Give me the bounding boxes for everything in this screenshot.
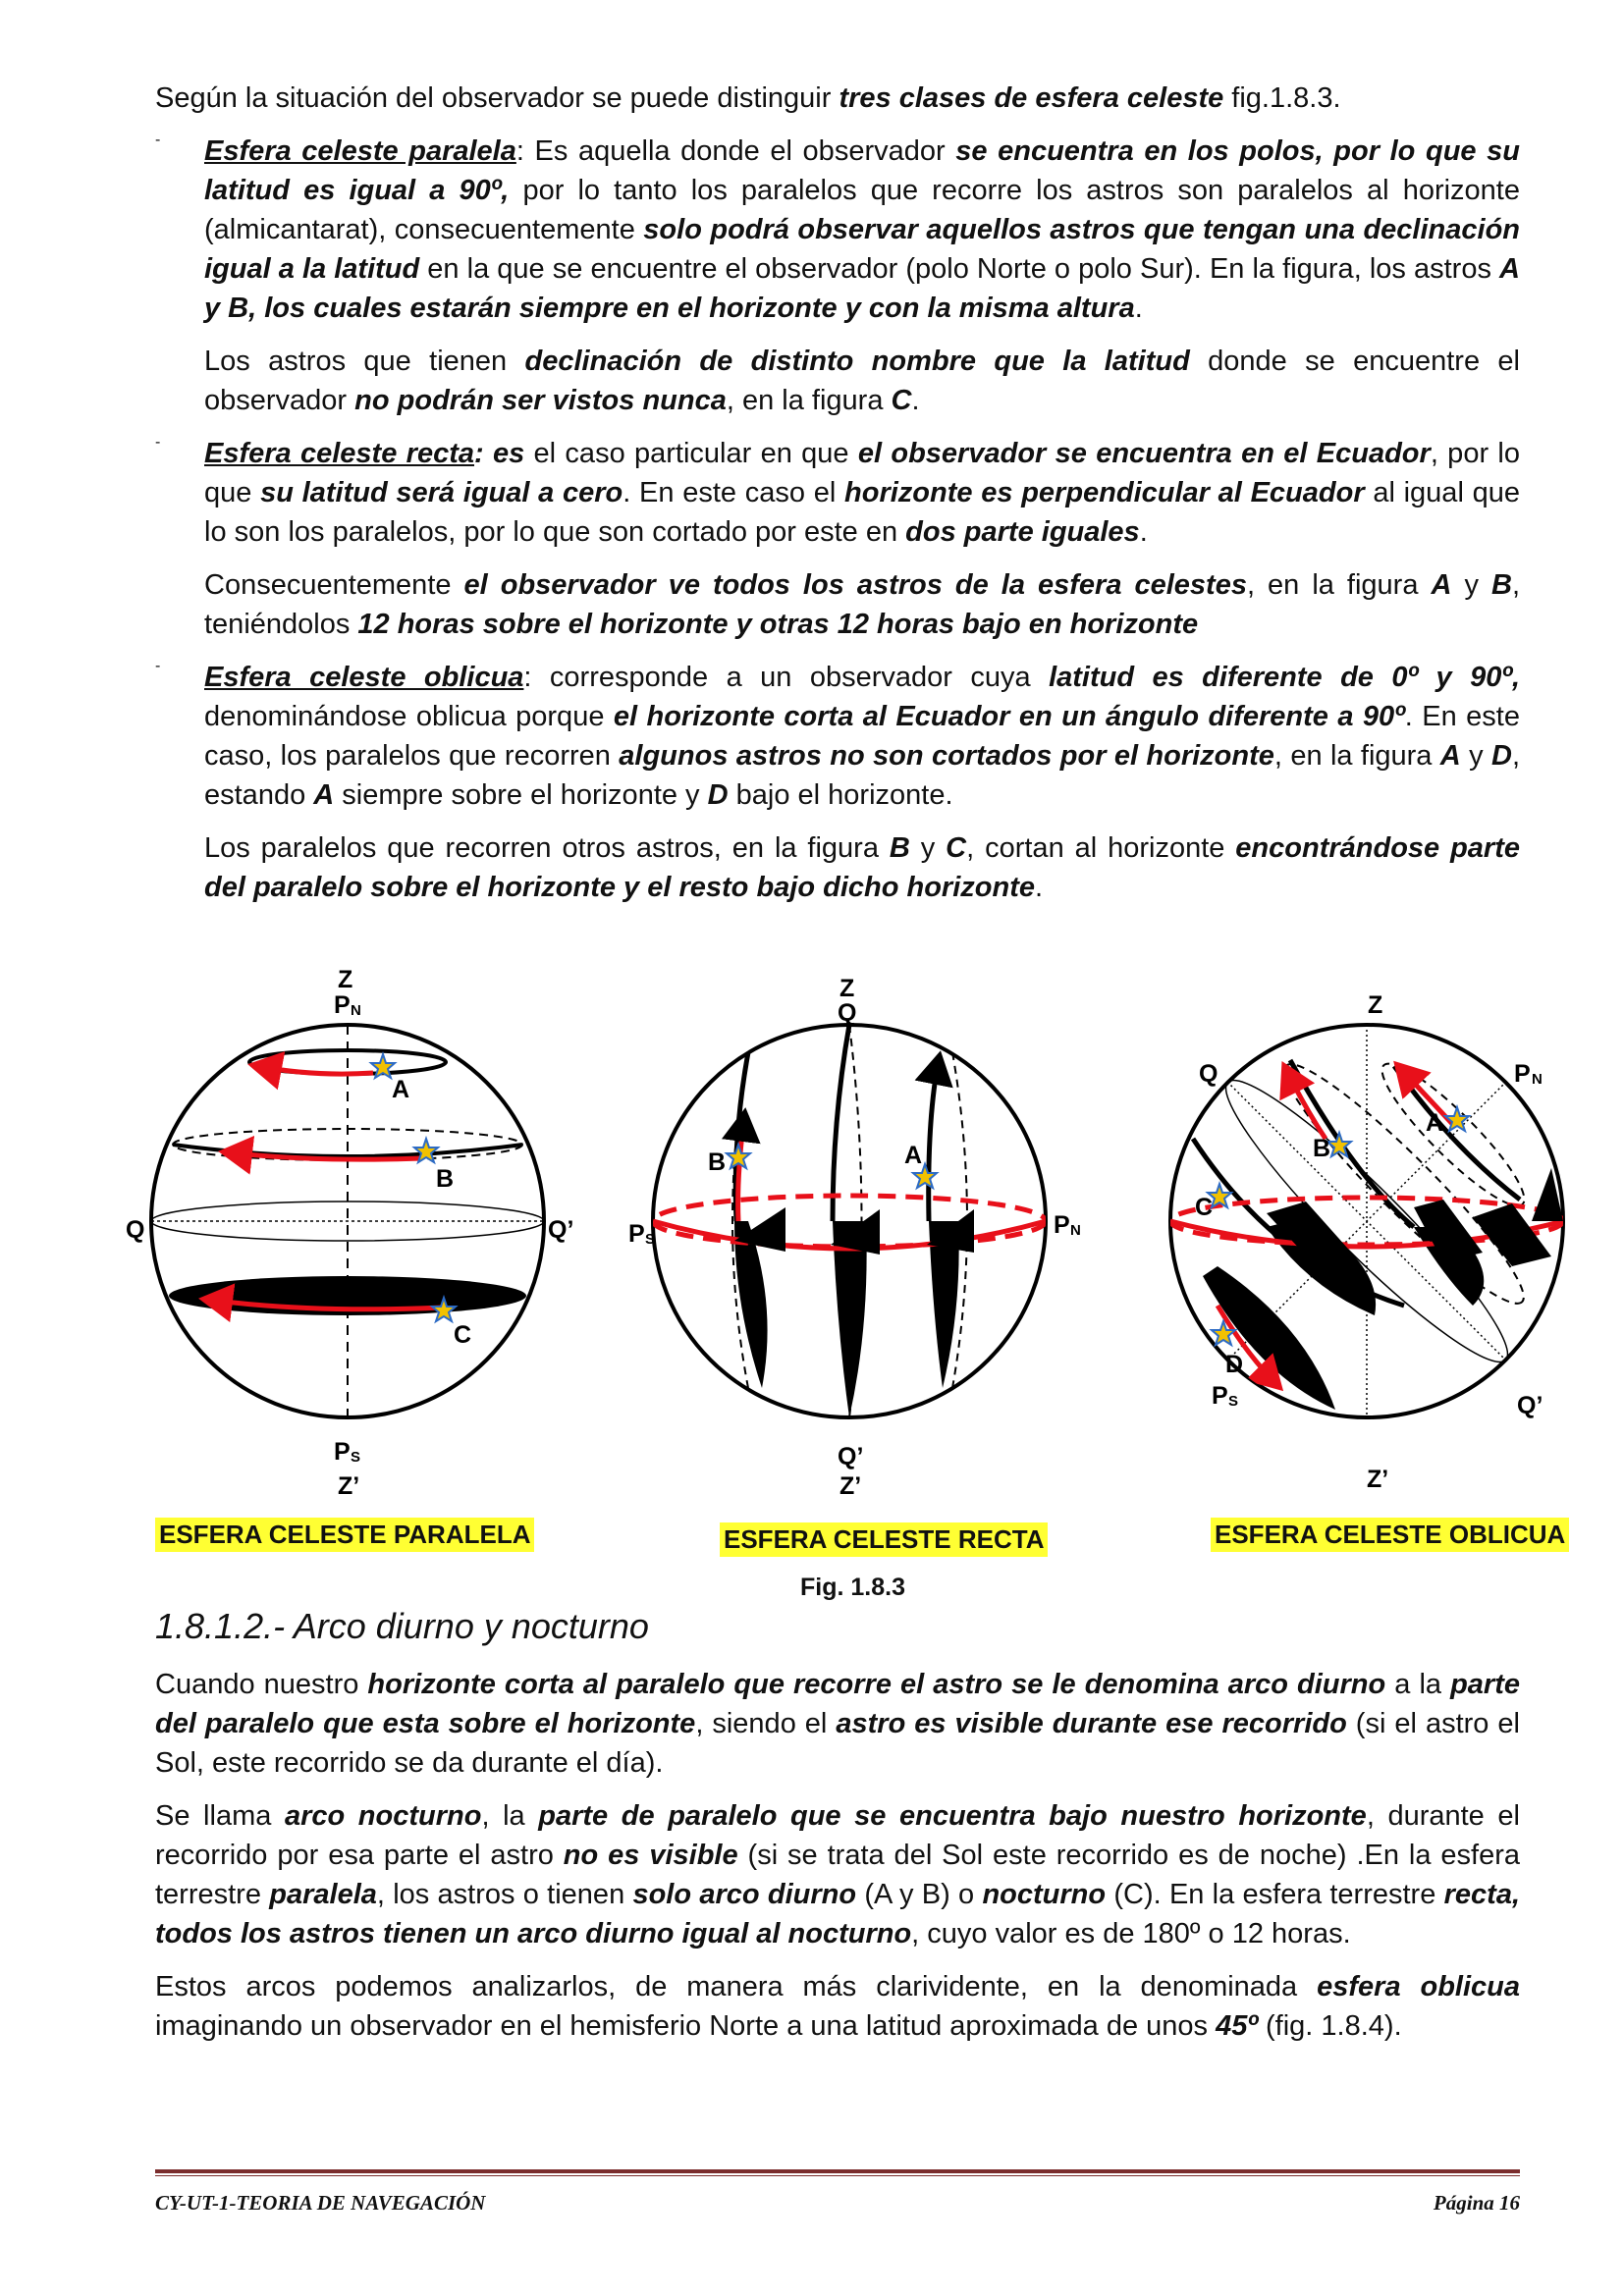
label-ps: P	[1212, 1382, 1228, 1410]
label-pn: P	[334, 991, 351, 1019]
text: siempre sobre el horizonte y	[334, 779, 708, 811]
text: (C). En la esfera terrestre	[1106, 1879, 1444, 1910]
emphasis: parte de paralelo que se encuentra bajo nuestro horizonte	[538, 1800, 1367, 1832]
emphasis: A y B, los cuales estarán siempre en el horizonte y con la misma altura	[204, 253, 1520, 324]
label-zp: Z’	[338, 1472, 360, 1500]
text: en la que se encuentre el observador (polo Norte o polo Sur). En la figura, los astros	[419, 253, 1500, 285]
path-arrow-a	[257, 1066, 373, 1074]
text: fig.1.8.3.	[1223, 82, 1341, 114]
label-ps-sub: S	[1228, 1393, 1239, 1410]
label-zp: Z’	[839, 1472, 862, 1500]
text: a la	[1385, 1669, 1451, 1700]
label-qp: Q’	[838, 1443, 864, 1470]
item-title: Esfera celeste oblicua	[204, 662, 524, 693]
section-body	[155, 1665, 1520, 2046]
parallel-a-front	[1394, 1066, 1520, 1200]
caption-oblicua: ESFERA CELESTE OBLICUA	[1211, 1518, 1569, 1552]
label-qp: Q’	[548, 1216, 574, 1244]
text: , teniéndolos	[204, 569, 1520, 640]
label-q: Q	[838, 999, 857, 1027]
text: , durante el recorrido por esa parte el astro	[155, 1800, 1520, 1871]
label-ps-sub: S	[645, 1231, 656, 1248]
text: Los paralelos que recorren otros astros, en la figura	[204, 832, 890, 864]
text: , los astros o tienen	[376, 1879, 633, 1910]
text: .	[911, 385, 920, 416]
text: . En este caso el	[623, 477, 845, 508]
text: Estos arcos podemos analizarlos, de manera más clarividente, en la denominada	[155, 1971, 1318, 2002]
text: por lo tanto los paralelos que recorre los astros son paralelos al horizonte (almicantarat), consecuentemente	[204, 175, 1520, 245]
text: bajo el horizonte.	[728, 779, 953, 811]
item-title: Esfera celeste recta	[204, 438, 474, 469]
caption-recta: ESFERA CELESTE RECTA	[720, 1522, 1048, 1557]
parallels-group	[653, 1025, 1046, 1417]
label-a: A	[904, 1142, 923, 1169]
emphasis: D	[707, 779, 729, 811]
text: donde se encuentre el observador	[204, 346, 1521, 416]
label-a: A	[1426, 1109, 1444, 1137]
emphasis: 45º	[1216, 2010, 1258, 2042]
emphasis: A	[313, 779, 335, 811]
emphasis: esfera oblicua	[1317, 1971, 1520, 2002]
emphasis: tres clases de esfera celeste	[839, 82, 1224, 114]
figure-reference: Fig. 1.8.3	[800, 1574, 905, 1601]
text: , en la figura	[726, 385, 892, 416]
emphasis: horizonte es perpendicular al Ecuador	[844, 477, 1365, 508]
emphasis: recta, todos los astros tienen un arco diurno igual al nocturno	[155, 1879, 1521, 1949]
paragraph	[155, 1665, 1520, 1783]
parallel-center-day	[833, 1025, 849, 1221]
paragraph	[155, 1796, 1520, 1953]
emphasis: encontrándose parte del paralelo sobre el horizonte y el resto bajo dicho horizonte	[204, 832, 1520, 903]
list-dash: -	[155, 132, 161, 148]
text: (A y B) o	[856, 1879, 983, 1910]
label-qp: Q’	[1517, 1392, 1543, 1419]
footer-title: CY-UT-1-TEORIA DE NAVEGACIÓN	[155, 2191, 486, 2215]
label-q: Q	[126, 1216, 145, 1244]
emphasis: solo arco diurno	[632, 1879, 857, 1910]
label-b: B	[436, 1165, 455, 1193]
text: al igual que lo son los paralelos, por lo que son cortado por este en	[204, 477, 1520, 548]
label-ps: P	[628, 1220, 645, 1248]
emphasis: latitud es diferente de 0º y 90º,	[1049, 662, 1521, 693]
text: imaginando un observador en el hemisferio Norte a una latitud aproximada de unos	[155, 2010, 1217, 2042]
label-pn-sub: N	[1532, 1071, 1543, 1088]
emphasis: su latitud será igual a cero	[260, 477, 623, 508]
label-q: Q	[1199, 1060, 1218, 1088]
emphasis: horizonte corta al paralelo que recorre el astro se le denomina arco diurno	[367, 1669, 1386, 1700]
sphere-recta	[628, 975, 1081, 1500]
emphasis: solo podrá observar aquellos astros que tengan una declinación igual a la latitud	[204, 214, 1521, 285]
text: .	[1034, 872, 1044, 903]
emphasis: : es	[474, 438, 525, 469]
page-number: Página 16	[1433, 2191, 1520, 2215]
text: : Es aquella donde el observador	[515, 135, 956, 167]
text: , cuyo valor es de 180º o 12 horas.	[911, 1918, 1351, 1949]
label-c: C	[1195, 1194, 1214, 1221]
text: Los astros que tienen	[204, 346, 525, 377]
item-title: Esfera celeste paralela	[204, 135, 516, 167]
text: y	[909, 832, 947, 864]
label-zp: Z’	[1367, 1466, 1389, 1493]
text: , cortan al horizonte	[966, 832, 1236, 864]
emphasis: nocturno	[982, 1879, 1107, 1910]
footer-divider	[155, 2175, 1520, 2176]
text: (si se trata del Sol este recorrido es de noche) .En la esfera terrestre	[155, 1840, 1520, 1910]
emphasis: parte del paralelo que esta sobre el horizonte	[155, 1669, 1520, 1739]
text: (si el astro el Sol, este recorrido se da durante el día).	[155, 1708, 1520, 1779]
text: el caso particular en que	[524, 438, 858, 469]
emphasis: C	[946, 832, 967, 864]
text: , la	[481, 1800, 539, 1832]
emphasis: dos parte iguales	[905, 516, 1140, 548]
label-pn: P	[1054, 1211, 1070, 1239]
text: , en la figura	[1273, 740, 1440, 772]
sphere-oblicua	[1170, 991, 1563, 1493]
emphasis: el horizonte corta al Ecuador en un ángulo diferente a 90º	[613, 701, 1405, 732]
label-ps-sub: S	[351, 1449, 361, 1466]
emphasis: declinación de distinto nombre que la latitud	[524, 346, 1190, 377]
caption-paralela: ESFERA CELESTE PARALELA	[155, 1518, 534, 1552]
text: . En este caso, los paralelos que recorren	[204, 701, 1520, 772]
emphasis: no podrán ser vistos nunca	[354, 385, 727, 416]
emphasis: 12 horas sobre el horizonte y otras 12 horas bajo en horizonte	[357, 609, 1199, 640]
text: , siendo el	[695, 1708, 837, 1739]
emphasis: A	[1431, 569, 1452, 601]
list-dash: -	[155, 658, 161, 674]
emphasis: el observador ve todos los astros de la esfera celestes	[463, 569, 1247, 601]
label-z: Z	[338, 966, 353, 993]
text: , por lo que	[204, 438, 1520, 508]
text: denominándose oblicua porque	[204, 701, 614, 732]
emphasis: C	[891, 385, 912, 416]
text: .	[1139, 516, 1148, 548]
label-z: Z	[839, 975, 855, 1002]
text: Cuando nuestro	[155, 1669, 368, 1700]
label-pn-sub: N	[351, 1002, 361, 1019]
emphasis: algunos astros no son cortados por el horizonte	[619, 740, 1274, 772]
path-arrow-b	[1286, 1070, 1326, 1139]
emphasis: se encuentra en los polos, por lo que su latitud es igual a 90º,	[204, 135, 1520, 206]
label-ps: P	[334, 1438, 351, 1466]
text: y	[1451, 569, 1491, 601]
list-dash: -	[155, 434, 161, 451]
label-c: C	[454, 1321, 472, 1349]
label-pn-sub: N	[1070, 1222, 1081, 1239]
label-z: Z	[1368, 991, 1383, 1019]
sphere-paralela	[126, 966, 573, 1500]
section-heading: 1.8.1.2.- Arco diurno y nocturno	[155, 1606, 649, 1646]
text: Consecuentemente	[204, 569, 464, 601]
text: Se llama	[155, 1800, 285, 1832]
emphasis: B	[889, 832, 910, 864]
text: : corresponde a un observador cuya	[523, 662, 1050, 693]
label-a: A	[392, 1076, 410, 1103]
label-d: D	[1225, 1351, 1244, 1378]
text: Según la situación del observador se puede distinguir	[155, 82, 839, 114]
label-pn: P	[1514, 1060, 1531, 1088]
emphasis: no es visible	[563, 1840, 738, 1871]
text: (fig. 1.8.4).	[1257, 2010, 1402, 2042]
text: , en la figura	[1246, 569, 1432, 601]
emphasis: A	[1439, 740, 1461, 772]
text: .	[1134, 293, 1143, 324]
label-b: B	[708, 1148, 727, 1176]
text: , estando	[204, 740, 1520, 811]
emphasis: arco nocturno	[284, 1800, 482, 1832]
label-b: B	[1313, 1135, 1331, 1162]
emphasis: B	[1490, 569, 1512, 601]
emphasis: paralela	[269, 1879, 377, 1910]
text: y	[1460, 740, 1491, 772]
footer-divider	[155, 2169, 1520, 2173]
emphasis: astro es visible durante ese recorrido	[836, 1708, 1347, 1739]
emphasis: el observador se encuentra en el Ecuador	[857, 438, 1431, 469]
star-icon	[1445, 1107, 1469, 1131]
paragraph	[155, 1967, 1520, 2046]
emphasis: D	[1490, 740, 1512, 772]
